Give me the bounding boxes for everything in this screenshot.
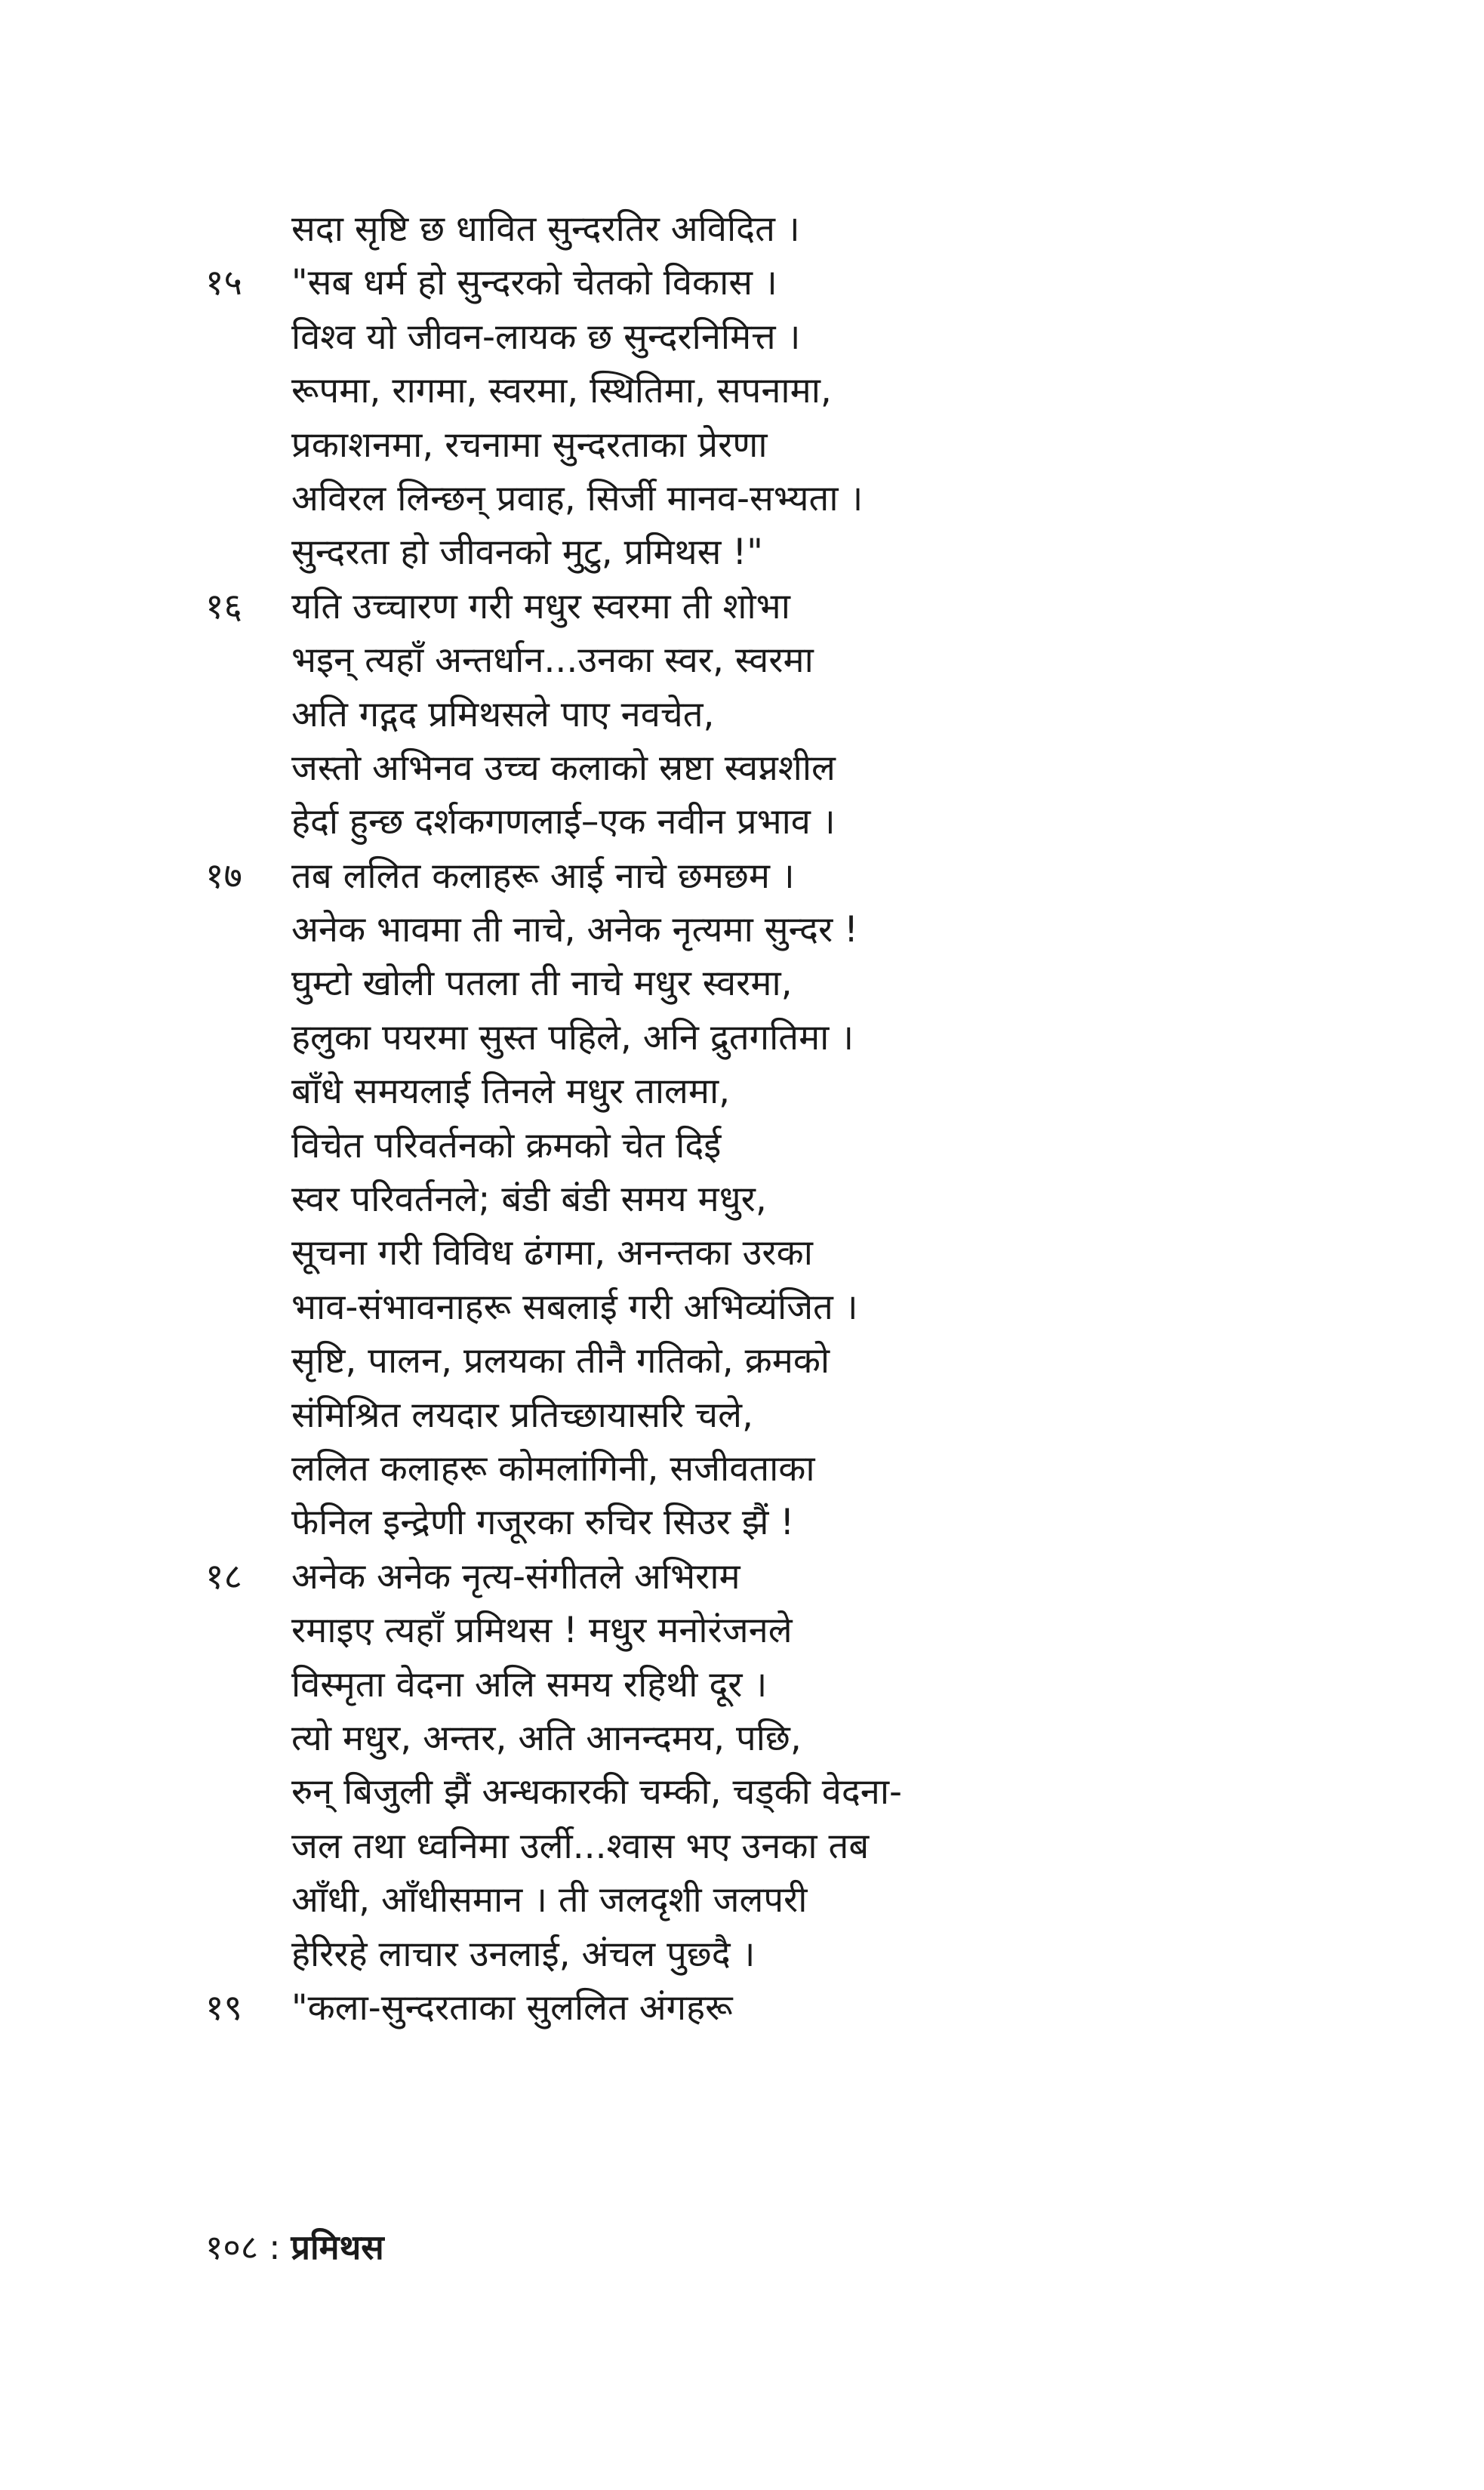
verse-text: रूपमा, रागमा, स्वरमा, स्थितिमा, सपनामा,: [291, 370, 832, 412]
verse-text: हलुका पयरमा सुस्त पहिले, अनि द्रुतगतिमा ।: [291, 1016, 854, 1059]
verse-text: सदा सृष्टि छ धावित सुन्दरतिर अविदित ।: [291, 208, 800, 250]
verse-line: [0, 1496, 1484, 1549]
verse-line: [0, 741, 1484, 795]
verse-line: [0, 849, 1484, 903]
stanza-number: १७: [205, 855, 242, 897]
verse-line: [0, 633, 1484, 687]
verse-line: [0, 1928, 1484, 1981]
verse-text: सुन्दरता हो जीवनको मुटु, प्रमिथस !": [291, 532, 763, 574]
verse-text: हेरिरहे लाचार उनलाई, अंचल पुछ्दै ।: [291, 1933, 756, 1975]
verse-line: [0, 688, 1484, 741]
verse-text: फेनिल इन्द्रेणी गजूरका रुचिर सिउर झैं !: [291, 1502, 795, 1544]
verse-text: सूचना गरी विविध ढंगमा, अनन्तका उरका: [291, 1232, 813, 1274]
verse-text: रुन् बिजुली झैं अन्धकारकी चम्की, चड्की वेदना-: [291, 1771, 903, 1814]
verse-line: [0, 1981, 1484, 2035]
verse-line: [0, 1280, 1484, 1334]
verse-line: [0, 256, 1484, 310]
verse-text: अनेक अनेक नृत्य-संगीतले अभिराम: [291, 1555, 740, 1598]
verse-text: ललित कलाहरू कोमलांगिनी, सजीवताका: [291, 1447, 815, 1490]
verse-text: हेर्दा हुन्छ दर्शकगणलाई–एक नवीन प्रभाव ।: [291, 801, 836, 843]
verse-text: संमिश्रित लयदार प्रतिच्छायासरि चले,: [291, 1394, 753, 1436]
verse-line: [0, 1765, 1484, 1819]
book-title: प्रमिथस: [291, 2227, 384, 2267]
verse-text: भइन् त्यहाँ अन्तर्धान...उनका स्वर, स्वरमा: [291, 639, 814, 682]
verse-text: जस्तो अभिनव उच्च कलाको स्रष्टा स्वप्नशील: [291, 747, 836, 789]
verse-line: [0, 310, 1484, 364]
verse-line: [0, 1604, 1484, 1657]
verse-line: [0, 202, 1484, 256]
poem-body: [0, 202, 1484, 2035]
verse-text: सृष्टि, पालन, प्रलयका तीनै गतिको, क्रमको: [291, 1340, 830, 1382]
verse-line: [0, 957, 1484, 1010]
stanza-number: १८: [205, 1555, 242, 1598]
verse-line: [0, 1334, 1484, 1388]
verse-text: जल तथा ध्वनिमा उर्ली...श्वास भए उनका तब: [291, 1825, 870, 1867]
verse-line: [0, 418, 1484, 472]
verse-line: [0, 1712, 1484, 1765]
verse-line: [0, 472, 1484, 525]
verse-text: "सब धर्म हो सुन्दरको चेतको विकास ।: [291, 262, 777, 304]
verse-text: विचेत परिवर्तनको क्रमको चेत दिई: [291, 1124, 722, 1166]
verse-text: "कला-सुन्दरताका सुललित अंगहरू: [291, 1986, 733, 2029]
verse-line: [0, 1065, 1484, 1118]
verse-text: विश्व यो जीवन-लायक छ सुन्दरनिमित्त ।: [291, 316, 801, 358]
stanza-number: १६: [205, 585, 242, 627]
verse-line: [0, 1873, 1484, 1927]
verse-text: अनेक भावमा ती नाचे, अनेक नृत्यमा सुन्दर !: [291, 909, 858, 951]
verse-line: [0, 1820, 1484, 1873]
verse-text: त्यो मधुर, अन्तर, अति आनन्दमय, पछि,: [291, 1717, 802, 1759]
page-footer: [205, 2223, 384, 2270]
verse-text: तब ललित कलाहरू आई नाचे छमछम ।: [291, 855, 795, 897]
verse-text: रमाइए त्यहाँ प्रमिथस ! मधुर मनोरंजनले: [291, 1610, 793, 1652]
stanza-number: १९: [205, 1986, 242, 2029]
verse-line: [0, 1226, 1484, 1280]
verse-text: अति गद्गद प्रमिथसले पाए नवचेत,: [291, 693, 715, 735]
verse-line: [0, 1550, 1484, 1604]
footer-separator: :: [269, 2227, 281, 2267]
verse-line: [0, 1173, 1484, 1226]
verse-line: [0, 1388, 1484, 1442]
verse-line: [0, 525, 1484, 579]
verse-line: [0, 1011, 1484, 1065]
verse-line: [0, 1442, 1484, 1496]
verse-line: [0, 580, 1484, 633]
verse-text: बाँधे समयलाई तिनले मधुर तालमा,: [291, 1071, 731, 1113]
verse-text: प्रकाशनमा, रचनामा सुन्दरताका प्रेरणा: [291, 424, 768, 466]
verse-text: स्वर परिवर्तनले; बंडी बंडी समय मधुर,: [291, 1179, 767, 1221]
verse-text: अविरल लिन्छन् प्रवाह, सिर्जी मानव-सभ्यता ।: [291, 477, 864, 519]
verse-text: भाव-संभावनाहरू सबलाई गरी अभिव्यंजित ।: [291, 1286, 858, 1328]
verse-line: [0, 1119, 1484, 1173]
verse-line: [0, 795, 1484, 849]
verse-text: विस्मृता वेदना अलि समय रहिथी दूर ।: [291, 1663, 768, 1706]
stanza-number: १५: [205, 262, 242, 304]
verse-line: [0, 1658, 1484, 1712]
page-number: १०८: [205, 2227, 259, 2267]
verse-line: [0, 364, 1484, 418]
verse-text: आँधी, आँधीसमान । ती जलदृशी जलपरी: [291, 1879, 808, 1921]
verse-text: घुम्टो खोली पतला ती नाचे मधुर स्वरमा,: [291, 963, 793, 1005]
verse-text: यति उच्चारण गरी मधुर स्वरमा ती शोभा: [291, 585, 790, 627]
verse-line: [0, 903, 1484, 957]
